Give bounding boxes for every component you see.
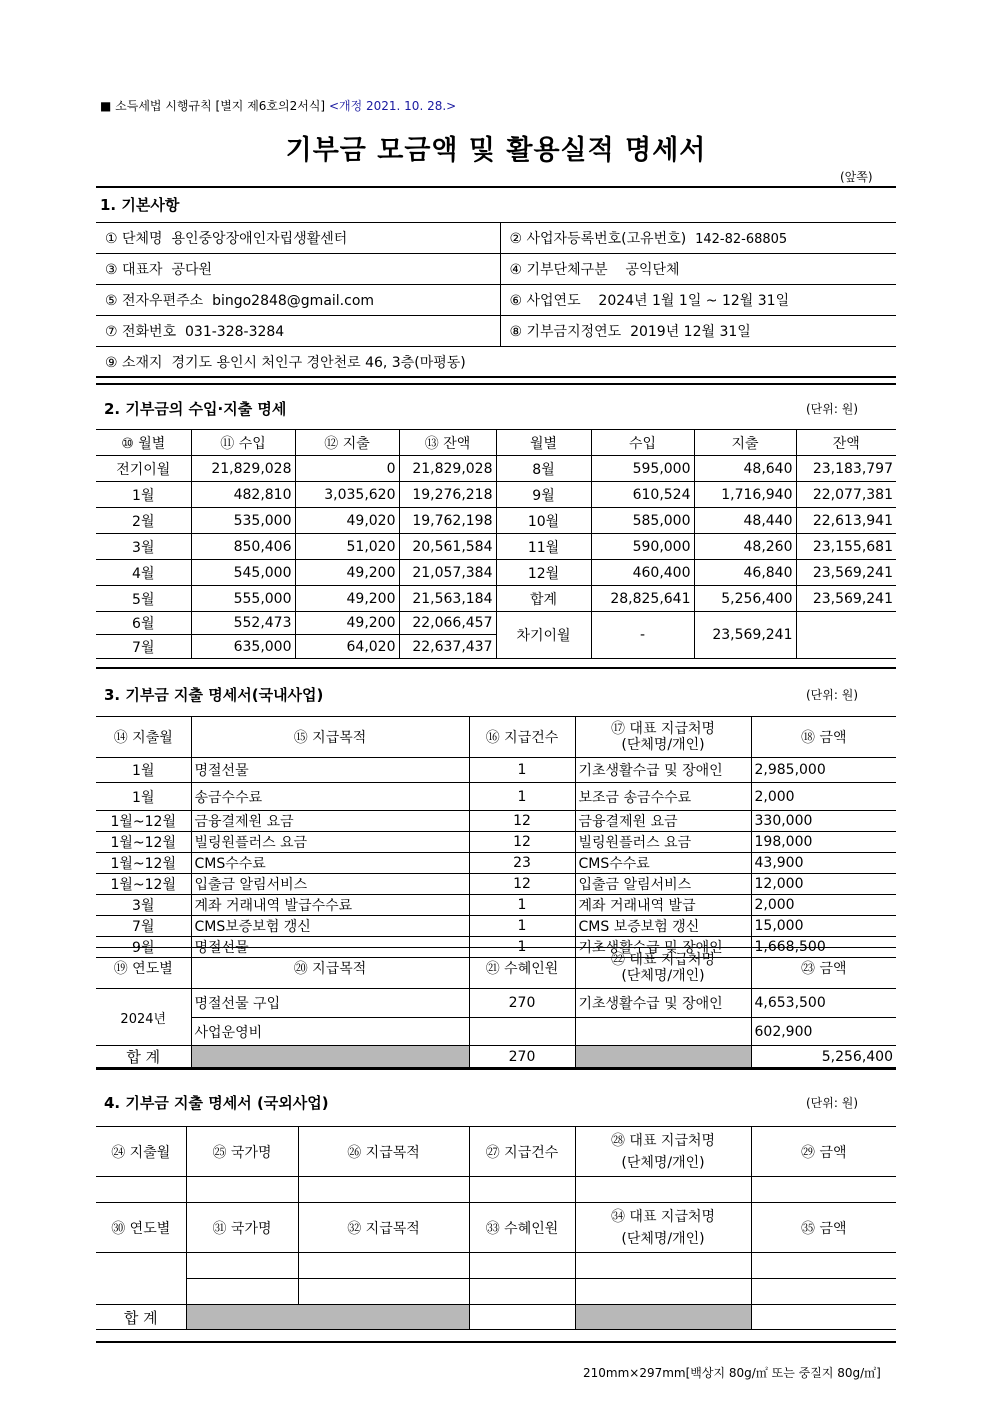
section-overseas-heading: 4. 기부금 지출 명세서 (국외사업): [104, 1094, 329, 1112]
dom-header-amount2: ㉓ 금액: [751, 948, 896, 989]
month-cell: 10월: [496, 508, 591, 534]
month-cell: 11월: [496, 534, 591, 560]
ovs-header-payee2-sub: (단체명/개인): [621, 1230, 705, 1247]
expense-count: 23: [469, 853, 575, 874]
balance-cell: 19,762,198: [399, 508, 496, 534]
section-domestic-heading: 3. 기부금 지출 명세서(국내사업): [104, 686, 324, 704]
income-expense-table: [96, 429, 896, 659]
expense-cell: 51,020: [295, 534, 399, 560]
expense-amount: 2,985,000: [751, 758, 896, 783]
expense-payee: 기초생활수급 및 장애인: [575, 758, 751, 783]
balance-cell: 23,183,797: [796, 456, 896, 482]
expense-purpose: 계좌 거래내역 발급수수료: [191, 895, 469, 916]
expense-cell: 3,035,620: [295, 482, 399, 508]
expense-payee: 계좌 거래내역 발급: [575, 895, 751, 916]
expense-count: 1: [469, 916, 575, 937]
designated-year-value: 2019년 12월 31일: [630, 324, 751, 340]
email-value: bingo2848@gmail.com: [212, 293, 375, 309]
section-income-heading: 2. 기부금의 수입·지출 명세: [104, 400, 287, 418]
table-row: [96, 853, 896, 874]
table-row: [96, 456, 896, 482]
expense-purpose: CMS수수료: [191, 853, 469, 874]
expense-amount: 2,000: [751, 895, 896, 916]
expense-month: 9월: [96, 937, 191, 958]
income-cell: 850,406: [191, 534, 295, 560]
table-row: [96, 758, 896, 783]
expense-month: 1월~12월: [96, 874, 191, 895]
designated-year-label: ⑧ 기부금지정연도: [509, 324, 622, 340]
expense-cell: 0: [295, 456, 399, 482]
dom-total-blank: [191, 1046, 469, 1068]
expense-payee: 기초생활수급 및 장애인: [575, 937, 751, 958]
expense-payee: 금융결제원 요금: [575, 811, 751, 832]
revision-note: <개정 2021. 10. 28.>: [328, 99, 457, 113]
income-header-5: 수입: [591, 430, 694, 456]
ovs-total-blank: [575, 1305, 751, 1330]
ovs-header-country: ㉕ 국가명: [186, 1127, 298, 1177]
bizno-label: ② 사업자등록번호(고유번호): [509, 231, 687, 247]
expense-month: 3월: [96, 895, 191, 916]
balance-cell: 22,077,381: [796, 482, 896, 508]
income-cell: 545,000: [191, 560, 295, 586]
expense-cell: 46,840: [694, 560, 796, 586]
expense-month: 1월~12월: [96, 811, 191, 832]
expense-amount: 15,000: [751, 916, 896, 937]
expense-month: 1월~12월: [96, 853, 191, 874]
month-cell: 3월: [96, 534, 191, 560]
balance-cell: 21,563,184: [399, 586, 496, 612]
ovs-header-payee: ㉘ 대표 지급처명: [610, 1132, 716, 1149]
balance-cell: 21,057,384: [399, 560, 496, 586]
expense-count: 12: [469, 832, 575, 853]
ovs-header-purpose2: ㉜ 지급목적: [298, 1203, 469, 1253]
balance-cell: 20,561,584: [399, 534, 496, 560]
expense-payee: 입출금 알림서비스: [575, 874, 751, 895]
address-label: ⑨ 소재지: [105, 354, 163, 371]
expense-purpose: 빌링원플러스 요금: [191, 832, 469, 853]
year-row-amount: 4,653,500: [751, 989, 896, 1018]
expense-amount: 12,000: [751, 874, 896, 895]
expense-cell: 1,716,940: [694, 482, 796, 508]
table-row: [96, 811, 896, 832]
balance-cell: 23,569,241: [796, 586, 896, 612]
org-name-label: ① 단체명: [105, 231, 163, 247]
page-title: 기부금 모금액 및 활용실적 명세서: [285, 135, 707, 166]
expense-amount: 2,000: [751, 783, 896, 811]
month-cell: 6월: [96, 612, 191, 635]
income-cell: 590,000: [591, 534, 694, 560]
address-value: 경기도 용인시 처인구 경안천로 46, 3층(마평동): [171, 354, 466, 371]
income-cell: 610,524: [591, 482, 694, 508]
expense-payee: CMS수수료: [575, 853, 751, 874]
table-row: [96, 1018, 896, 1046]
month-cell: 8월: [496, 456, 591, 482]
balance-cell: 22,613,941: [796, 508, 896, 534]
balance-cell: 22,637,437: [399, 635, 496, 659]
expense-payee: 보조금 송금수수료: [575, 783, 751, 811]
ovs-header-amount2: ㉟ 금액: [751, 1203, 896, 1253]
dom-total-blank: [575, 1046, 751, 1068]
ovs-header-year: ㉚ 연도별: [96, 1203, 186, 1253]
expense-payee: CMS 보증보험 갱신: [575, 916, 751, 937]
month-cell: 전기이월: [96, 456, 191, 482]
expense-purpose: 금융결제원 요금: [191, 811, 469, 832]
year-cell: 2024년: [96, 989, 191, 1046]
year-row-recipients: [469, 1018, 575, 1046]
dom-header-count: ⑯ 지급건수: [469, 717, 575, 758]
expense-month: 1월~12월: [96, 832, 191, 853]
income-cell: 635,000: [191, 635, 295, 659]
expense-cell: 49,200: [295, 612, 399, 635]
table-row: [96, 508, 896, 534]
balance-cell: 19,276,218: [399, 482, 496, 508]
fiscal-year-label: ⑥ 사업연도: [509, 293, 581, 309]
table-row: [96, 783, 896, 811]
email-label: ⑤ 전자우편주소: [105, 293, 204, 309]
income-header-0: ⑩ 월별: [96, 430, 191, 456]
expense-count: 1: [469, 783, 575, 811]
income-cell: 585,000: [591, 508, 694, 534]
expense-cell: 49,200: [295, 586, 399, 612]
dom-total-label: 합 계: [96, 1046, 191, 1068]
fiscal-year-value: 2024년 1월 1일 ~ 12월 31일: [598, 293, 790, 309]
income-unit: (단위: 원): [806, 402, 858, 416]
expense-cell: 64,020: [295, 635, 399, 659]
org-type-label: ④ 기부단체구분: [509, 262, 608, 278]
table-row: [96, 534, 896, 560]
phone-label: ⑦ 전화번호: [105, 324, 177, 340]
expense-amount: 1,668,500: [751, 937, 896, 958]
expense-count: 12: [469, 874, 575, 895]
expense-cell: 48,260: [694, 534, 796, 560]
balance-cell: 21,829,028: [399, 456, 496, 482]
income-header-1: ⑪ 수입: [191, 430, 295, 456]
ovs-total-blank: [186, 1305, 469, 1330]
expense-cell: 5,256,400: [694, 586, 796, 612]
dom-header-recipients: ㉑ 수혜인원: [469, 948, 575, 989]
year-row-recipients: 270: [469, 989, 575, 1018]
income-header-7: 잔액: [796, 430, 896, 456]
table-row: [96, 1253, 896, 1279]
dom-header-purpose2: ⑳ 지급목적: [191, 948, 469, 989]
expense-cell: 48,440: [694, 508, 796, 534]
income-cell: 482,810: [191, 482, 295, 508]
month-cell: 5월: [96, 586, 191, 612]
org-type-value: 공익단체: [625, 262, 680, 278]
table-row: [96, 482, 896, 508]
total-row: [96, 1046, 896, 1068]
ovs-header-recipients: ㉝ 수혜인원: [469, 1203, 575, 1253]
domestic-unit: (단위: 원): [806, 688, 858, 702]
carry-label: 차기이월: [496, 612, 591, 659]
dom-header-month: ⑭ 지출월: [96, 717, 191, 758]
income-cell: 28,825,641: [591, 586, 694, 612]
table-row: [96, 916, 896, 937]
table-row: [96, 832, 896, 853]
expense-month: 7월: [96, 916, 191, 937]
expense-count: 1: [469, 895, 575, 916]
org-name-value: 용인중앙장애인자립생활센터: [171, 231, 348, 247]
overseas-unit: (단위: 원): [806, 1096, 858, 1110]
table-row: [96, 586, 896, 612]
dom-total-recipients: 270: [469, 1046, 575, 1068]
expense-purpose: 명절선물: [191, 937, 469, 958]
year-row-amount: 602,900: [751, 1018, 896, 1046]
ovs-header-count: ㉗ 지급건수: [469, 1127, 575, 1177]
income-cell: 555,000: [191, 586, 295, 612]
section-basic-heading: 1. 기본사항: [100, 196, 180, 214]
form-reference: ■ 소득세법 시행규칙 [별지 제6호의2서식]: [100, 99, 326, 113]
basic-info-table: [96, 222, 896, 377]
dom-header-payee2-sub: (단체명/개인): [621, 968, 705, 984]
income-header-4: 월별: [496, 430, 591, 456]
income-cell: 460,400: [591, 560, 694, 586]
overseas-expense-table: [96, 1126, 896, 1330]
expense-cell: 49,200: [295, 560, 399, 586]
balance-cell: 22,066,457: [399, 612, 496, 635]
month-cell: 7월: [96, 635, 191, 659]
table-row: [96, 989, 896, 1018]
year-row-payee: [575, 1018, 751, 1046]
total-row: [96, 1305, 896, 1330]
income-cell: 552,473: [191, 612, 295, 635]
rep-label: ③ 대표자: [105, 262, 163, 278]
dom-header-year: ⑲ 연도별: [96, 948, 191, 989]
phone-value: 031-328-3284: [185, 324, 285, 340]
rep-value: 공다원: [171, 262, 213, 278]
month-cell: 2월: [96, 508, 191, 534]
income-header-6: 지출: [694, 430, 796, 456]
dom-header-payee2: ㉒ 대표 지급처명: [610, 952, 716, 968]
expense-cell: 49,020: [295, 508, 399, 534]
expense-purpose: 송금수수료: [191, 783, 469, 811]
expense-payee: 빌링원플러스 요금: [575, 832, 751, 853]
dom-header-amount: ⑱ 금액: [751, 717, 896, 758]
paper-spec: 210mm×297mm[백상지 80g/㎡ 또는 중질지 80g/㎡]: [583, 1366, 881, 1380]
year-row-purpose: 명절선물 구입: [191, 989, 469, 1018]
month-cell: 합계: [496, 586, 591, 612]
income-cell: 21,829,028: [191, 456, 295, 482]
ovs-header-payee2: ㉞ 대표 지급처명: [610, 1208, 716, 1225]
expense-count: 1: [469, 937, 575, 958]
ovs-total-amount: [751, 1305, 896, 1330]
expense-amount: 43,900: [751, 853, 896, 874]
table-row: [96, 1177, 896, 1203]
carry-expense: 23,569,241: [694, 612, 796, 659]
expense-count: 1: [469, 758, 575, 783]
ovs-total-label: 합 계: [96, 1305, 186, 1330]
year-row-purpose: 사업운영비: [191, 1018, 469, 1046]
table-row: [96, 612, 896, 635]
domestic-yearly-table: [96, 947, 896, 1068]
ovs-header-country2: ㉛ 국가명: [186, 1203, 298, 1253]
table-row: [96, 895, 896, 916]
dom-header-payee-sub: (단체명/개인): [621, 737, 705, 753]
income-cell: 535,000: [191, 508, 295, 534]
expense-amount: 198,000: [751, 832, 896, 853]
income-cell: 595,000: [591, 456, 694, 482]
side-indicator: (앞쪽): [840, 170, 873, 184]
carry-income: -: [591, 612, 694, 659]
dom-header-payee: ⑰ 대표 지급처명: [610, 721, 716, 737]
table-row: [96, 560, 896, 586]
expense-purpose: 입출금 알림서비스: [191, 874, 469, 895]
table-row: [96, 1279, 896, 1305]
expense-count: 12: [469, 811, 575, 832]
expense-month: 1월: [96, 783, 191, 811]
bizno-value: 142-82-68805: [695, 232, 788, 247]
balance-cell: 23,569,241: [796, 560, 896, 586]
table-row: [96, 874, 896, 895]
dom-header-purpose: ⑮ 지급목적: [191, 717, 469, 758]
dom-total-amount: 5,256,400: [751, 1046, 896, 1068]
ovs-header-amount: ㉙ 금액: [751, 1127, 896, 1177]
month-cell: 12월: [496, 560, 591, 586]
ovs-header-purpose: ㉖ 지급목적: [298, 1127, 469, 1177]
month-cell: 9월: [496, 482, 591, 508]
expense-amount: 330,000: [751, 811, 896, 832]
month-cell: 4월: [96, 560, 191, 586]
carry-balance: [796, 612, 896, 659]
ovs-header-month: ㉔ 지출월: [96, 1127, 186, 1177]
expense-purpose: CMS보증보험 갱신: [191, 916, 469, 937]
expense-month: 1월: [96, 758, 191, 783]
income-header-2: ⑫ 지출: [295, 430, 399, 456]
ovs-total-recipients: [469, 1305, 575, 1330]
month-cell: 1월: [96, 482, 191, 508]
expense-purpose: 명절선물: [191, 758, 469, 783]
expense-cell: 48,640: [694, 456, 796, 482]
domestic-expense-table: [96, 716, 896, 958]
year-row-payee: 기초생활수급 및 장애인: [575, 989, 751, 1018]
income-header-3: ⑬ 잔액: [399, 430, 496, 456]
balance-cell: 23,155,681: [796, 534, 896, 560]
ovs-header-payee-sub: (단체명/개인): [621, 1154, 705, 1171]
